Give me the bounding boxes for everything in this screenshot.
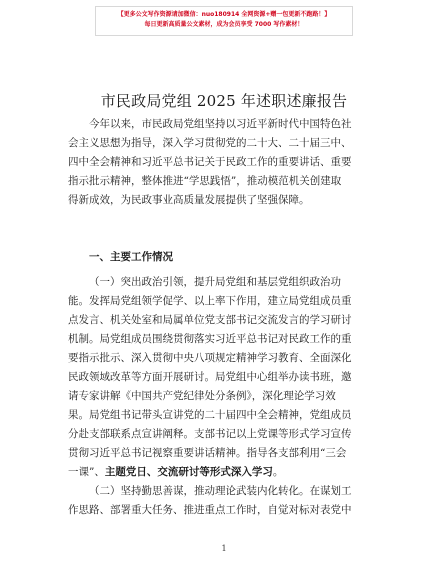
text-run: 一课”、 (68, 466, 105, 478)
text-line: 四中全会精神和习近平总书记关于民政工作的重要讲话、重要 (68, 156, 352, 168)
text-line: 要指示批示、深入贯彻中央八项规定精神学习教育、全面深化 (68, 352, 352, 364)
text-line: 机制。局党组成员围绕贯彻落实习近平总书记对民政工作的重 (68, 333, 352, 345)
intro-paragraph (68, 115, 392, 210)
text-line: 分赴支部联系点宣讲阐释。支部书记以上党课等形式学习宣传 (68, 428, 352, 440)
text-line: 请专家讲解《中国共产党纪律处分条例》，深化理论学习效 (68, 390, 336, 402)
text-line (68, 463, 392, 482)
text-line: 能。发挥局党组领学促学、以上率下作用，建立局党组成员重 (68, 295, 352, 307)
paragraph-theory-study (68, 482, 392, 520)
text-line: 点发言、机关处室和局属单位党支部书记交流发言的学习研讨 (68, 314, 352, 326)
text-run: 。 (272, 466, 284, 478)
promo-line-2: 每日更新高质量公文素材，成为会员享受 7000 写作素材！ (144, 21, 304, 28)
text-line: 果。局党组书记带头宣讲党的二十届四中全会精神，党组成员 (68, 409, 352, 421)
promo-line-1: 【更多公文写作资源请加微信：nuo180914 全网资源+赠一包更新不跑路！】 (117, 11, 331, 18)
text-line: 会主义思想为指导，深入学习贯彻党的二十大、二十届三中、 (68, 137, 352, 149)
text-line: 指示批示精神，整体推进“学思践悟”，推动模范机关创建取 (68, 175, 342, 187)
section-heading-work-overview: 一、主要工作情况 (89, 251, 173, 263)
paragraph-political-leadership (68, 273, 392, 482)
text-line: 作思路、部署重大任务、推进重点工作时，自觉对标对表党中 (68, 504, 352, 516)
emphasized-text: 主题党日、交流研讨等形式深入学习 (104, 466, 273, 478)
document-title: 市民政局党组 2025 年述职述廉报告 (100, 92, 348, 110)
text-line: （二）坚持勤思善谋，推动理论武装内化转化。在谋划工 (89, 485, 352, 497)
page-number: 1 (221, 544, 227, 553)
text-line: 得新成效，为民政事业高质量发展提供了坚强保障。 (68, 194, 310, 206)
text-line: 民政领域改革等方面开展研讨。局党组中心组举办读书班，邀 (68, 371, 352, 383)
promo-banner[interactable] (95, 6, 353, 36)
text-line: 贯彻习近平总书记视察重要讲话精神。指导各支部利用“三会 (68, 447, 347, 459)
text-line: （一）突出政治引领，提升局党组和基层党组织政治功 (89, 276, 341, 288)
text-line: 今年以来，市民政局党组坚持以习近平新时代中国特色社 (89, 118, 352, 130)
